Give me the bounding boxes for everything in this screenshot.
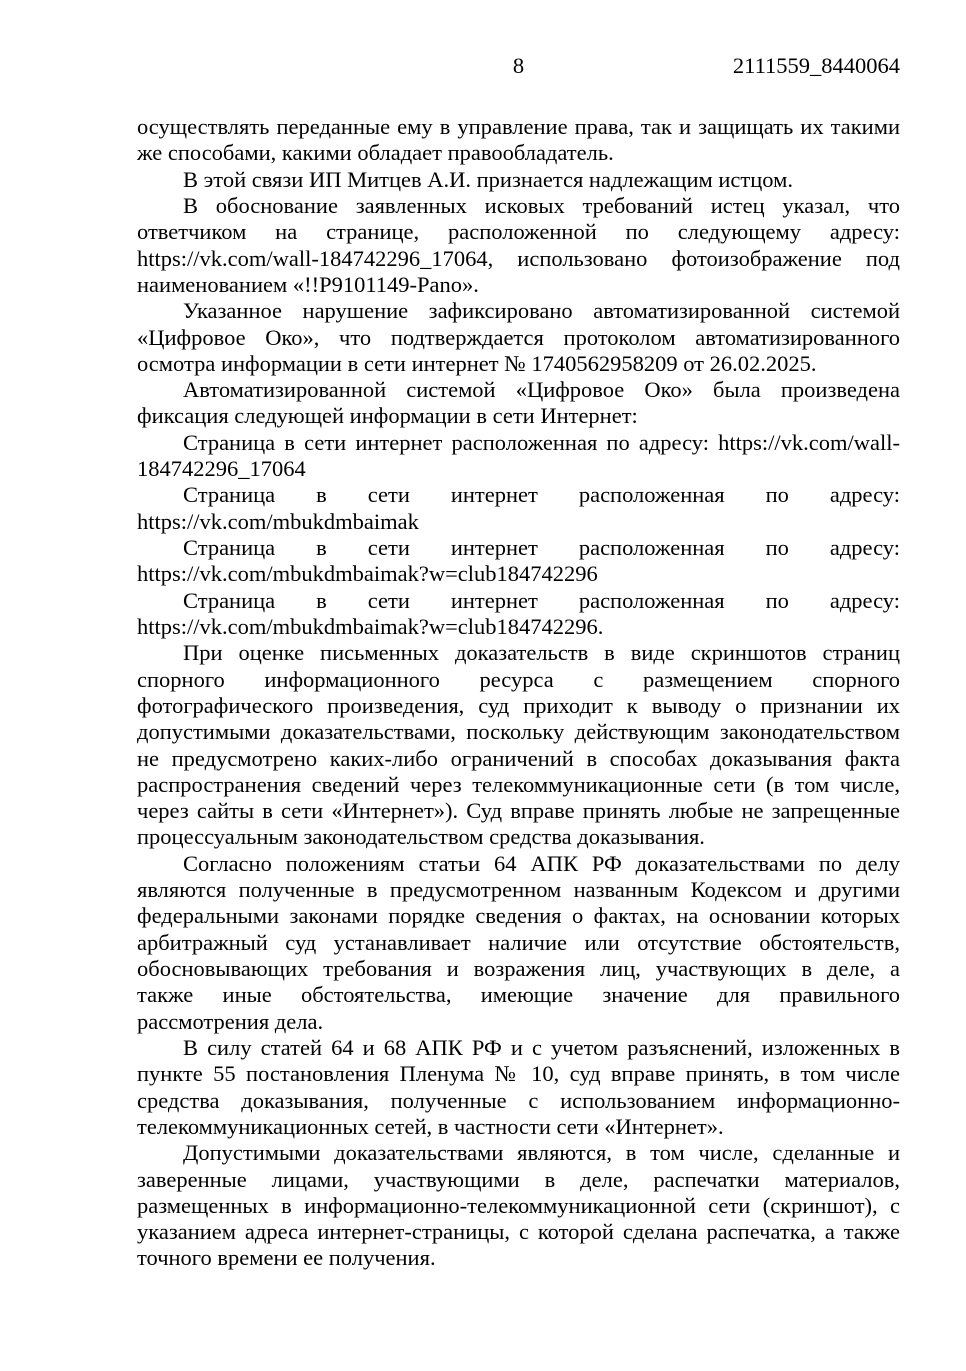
text-line: В силу статей 64 и 68 АПК РФ и с учетом разъяснений, изложенных в [183, 1034, 900, 1060]
paragraph [137, 167, 900, 193]
paragraph [137, 1140, 900, 1272]
page-number: 8 [512, 53, 525, 78]
text-line: Согласно положениям статьи 64 АПК РФ доказательствами по делу [183, 850, 900, 876]
document-body [137, 114, 900, 1272]
text-line: точного времени ее получения. [137, 1245, 436, 1271]
paragraph [137, 377, 900, 430]
text-line: В этой связи ИП Митцев А.И. признается надлежащим истцом. [183, 166, 793, 192]
case-code: 2111559_8440064 [732, 53, 900, 78]
text-line: же способами, какими обладает правообладатель. [137, 140, 614, 166]
text-line: фотографического произведения, суд приходит к выводу о признании их [137, 692, 900, 718]
paragraph [137, 535, 900, 588]
text-line: ответчиком на странице, расположенной по следующему адресу: [137, 219, 900, 245]
text-line: Страница в сети интернет расположенная по адресу: [183, 587, 900, 613]
text-line: Автоматизированной системой «Цифровое Око» была произведена [183, 377, 900, 403]
text-line: арбитражный суд устанавливает наличие или отсутствие обстоятельств, [137, 929, 900, 955]
text-line: Допустимыми доказательствами являются, в том числе, сделанные и [183, 1140, 900, 1166]
text-line: фиксация следующей информации в сети Интернет: [137, 403, 638, 429]
text-line: Страница в сети интернет расположенная по адресу: [183, 535, 900, 560]
paragraph [137, 298, 900, 377]
paragraph [137, 430, 900, 483]
text-line: наименованием «!!P9101149-Pano». [137, 271, 479, 297]
text-line: спорного информационного ресурса с размещением спорного [137, 666, 900, 692]
paragraph [137, 588, 900, 641]
text-line: являются полученные в предусмотренном названным Кодексом и другими [137, 877, 900, 903]
paragraph [137, 482, 900, 535]
text-line: https://vk.com/mbukdmbaimak?w=club184742296. [137, 613, 604, 639]
text-line: https://vk.com/mbukdmbaimak?w=club184742296 [137, 561, 598, 587]
text-line: Страница в сети интернет расположенная по адресу: [183, 482, 900, 508]
text-line: не предусмотрено каких-либо ограничений в способах доказывания факта [137, 745, 900, 771]
paragraph [137, 640, 900, 851]
text-line: В обоснование заявленных исковых требований истец указал, что [183, 192, 900, 218]
paragraph [137, 114, 900, 167]
text-line: процессуальным законодательством средства доказывания. [137, 824, 705, 850]
text-line: рассмотрения дела. [137, 1008, 324, 1034]
paragraph [137, 1035, 900, 1140]
text-line: 184742296_17064 [137, 456, 306, 482]
text-line: распространения сведений через телекоммуникационные сети (в том числе, [137, 771, 900, 797]
text-line: Страница в сети интернет расположенная по адресу: https://vk.com/wall- [183, 429, 900, 455]
page-header [137, 53, 900, 80]
paragraph [137, 851, 900, 1035]
text-line: размещенных в информационно-телекоммуникационной сети (скриншот), с [137, 1192, 900, 1218]
text-line: федеральными законами порядке сведения о фактах, на основании которых [137, 903, 900, 929]
text-line: телекоммуникационных сетей, в частности сети «Интернет». [137, 1113, 724, 1139]
paragraph [137, 193, 900, 298]
text-line: осуществлять переданные ему в управление права, так и защищать их такими [137, 114, 900, 139]
text-line: средства доказывания, полученные с использованием информационно- [137, 1087, 900, 1113]
text-line: «Цифровое Око», что подтверждается протоколом автоматизированного [137, 324, 900, 350]
text-line: https://vk.com/wall-184742296_17064, использовано фотоизображение под [137, 245, 900, 271]
text-line: осмотра информации в сети интернет № 1740562958209 от 26.02.2025. [137, 350, 817, 376]
text-line: обосновывающих требования и возражения лиц, участвующих в деле, а [137, 956, 900, 981]
text-line: также иные обстоятельства, имеющие значение для правильного [137, 982, 900, 1008]
text-line: https://vk.com/mbukdmbaimak [137, 508, 419, 534]
text-line: Указанное нарушение зафиксировано автоматизированной системой [183, 298, 900, 324]
text-line: указанием адреса интернет-страницы, с которой сделана распечатка, а также [137, 1219, 900, 1245]
text-line: При оценке письменных доказательств в виде скриншотов страниц [183, 640, 900, 666]
text-line: допустимыми доказательствами, поскольку действующим законодательством [137, 719, 900, 745]
text-line: пункте 55 постановления Пленума № 10, суд вправе принять, в том числе [137, 1061, 900, 1087]
text-line: заверенные лицами, участвующими в деле, распечатки материалов, [137, 1166, 900, 1192]
text-line: через сайты в сети «Интернет»). Суд вправе принять любые не запрещенные [137, 798, 900, 824]
